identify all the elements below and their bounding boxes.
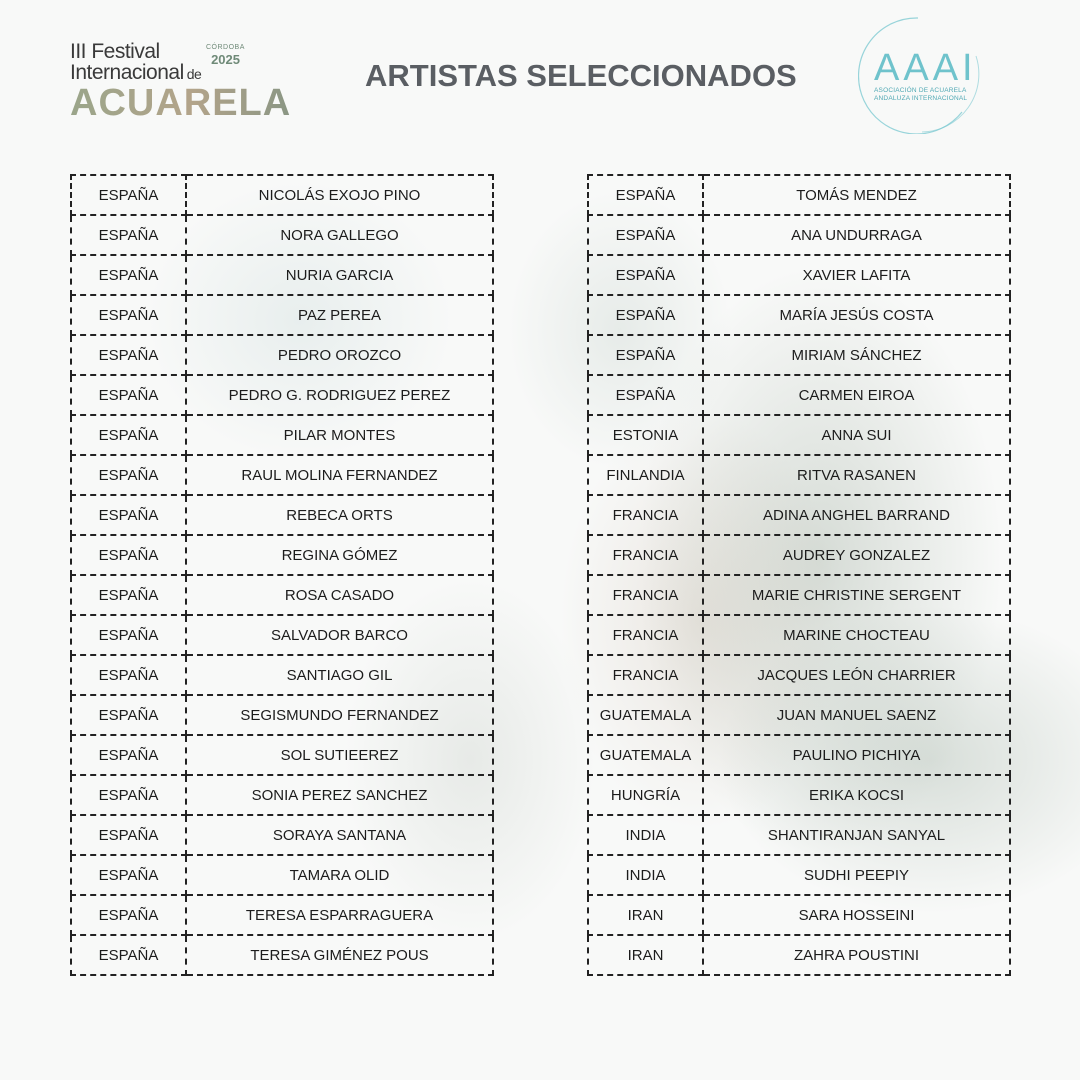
country-cell: FRANCIA xyxy=(588,655,703,695)
table-row xyxy=(588,935,1010,975)
table-row xyxy=(588,615,1010,655)
country-cell: ESPAÑA xyxy=(71,295,186,335)
country-cell: ESPAÑA xyxy=(71,255,186,295)
country-cell: GUATEMALA xyxy=(588,695,703,735)
artist-cell: REBECA ORTS xyxy=(186,495,493,535)
country-cell: ESPAÑA xyxy=(588,335,703,375)
country-cell: ESPAÑA xyxy=(71,375,186,415)
artist-cell: TERESA GIMÉNEZ POUS xyxy=(186,935,493,975)
country-cell: FRANCIA xyxy=(588,615,703,655)
table-row xyxy=(71,815,493,855)
country-cell: GUATEMALA xyxy=(588,735,703,775)
table-row xyxy=(588,455,1010,495)
artist-cell: SANTIAGO GIL xyxy=(186,655,493,695)
table-row xyxy=(71,895,493,935)
artists-table-left xyxy=(70,174,494,976)
association-logo-letters: AAAI xyxy=(874,47,977,89)
artist-cell: JACQUES LEÓN CHARRIER xyxy=(703,655,1010,695)
country-cell: ESPAÑA xyxy=(588,375,703,415)
table-row xyxy=(588,655,1010,695)
country-cell: ESPAÑA xyxy=(71,215,186,255)
artist-cell: ANNA SUI xyxy=(703,415,1010,455)
artist-cell: MARIE CHRISTINE SERGENT xyxy=(703,575,1010,615)
table-row xyxy=(588,415,1010,455)
country-cell: ESPAÑA xyxy=(71,455,186,495)
artist-cell: ROSA CASADO xyxy=(186,575,493,615)
artist-cell: MARINE CHOCTEAU xyxy=(703,615,1010,655)
country-cell: ESPAÑA xyxy=(71,775,186,815)
table-row xyxy=(71,415,493,455)
artist-cell: MIRIAM SÁNCHEZ xyxy=(703,335,1010,375)
table-row xyxy=(588,495,1010,535)
table-row xyxy=(588,535,1010,575)
festival-logo-acuarela: ACUARELA xyxy=(70,82,292,124)
artist-cell: NURIA GARCIA xyxy=(186,255,493,295)
artist-cell: SEGISMUNDO FERNANDEZ xyxy=(186,695,493,735)
artist-cell: SARA HOSSEINI xyxy=(703,895,1010,935)
artist-cell: TERESA ESPARRAGUERA xyxy=(186,895,493,935)
country-cell: ESPAÑA xyxy=(71,335,186,375)
table-row xyxy=(71,455,493,495)
table-row xyxy=(588,695,1010,735)
artist-cell: SALVADOR BARCO xyxy=(186,615,493,655)
table-row xyxy=(71,695,493,735)
country-cell: IRAN xyxy=(588,935,703,975)
association-logo-subtitle-line1: ASOCIACIÓN DE ACUARELA xyxy=(874,87,967,94)
country-cell: FRANCIA xyxy=(588,495,703,535)
artists-table-right xyxy=(587,174,1011,976)
country-cell: ESPAÑA xyxy=(71,175,186,215)
country-cell: IRAN xyxy=(588,895,703,935)
artist-cell: ADINA ANGHEL BARRAND xyxy=(703,495,1010,535)
artist-cell: SHANTIRANJAN SANYAL xyxy=(703,815,1010,855)
table-row xyxy=(71,575,493,615)
table-row xyxy=(71,735,493,775)
festival-logo-year: 2025 xyxy=(211,52,240,67)
country-cell: ESTONIA xyxy=(588,415,703,455)
artist-cell: ZAHRA POUSTINI xyxy=(703,935,1010,975)
country-cell: ESPAÑA xyxy=(71,415,186,455)
artist-cell: MARÍA JESÚS COSTA xyxy=(703,295,1010,335)
festival-logo-internacional: Internacional xyxy=(70,61,184,84)
artist-cell: NICOLÁS EXOJO PINO xyxy=(186,175,493,215)
artist-cell: TOMÁS MENDEZ xyxy=(703,175,1010,215)
artist-cell: SONIA PEREZ SANCHEZ xyxy=(186,775,493,815)
country-cell: ESPAÑA xyxy=(71,735,186,775)
table-row xyxy=(588,295,1010,335)
country-cell: INDIA xyxy=(588,815,703,855)
country-cell: HUNGRÍA xyxy=(588,775,703,815)
table-row xyxy=(71,535,493,575)
country-cell: FRANCIA xyxy=(588,535,703,575)
country-cell: ESPAÑA xyxy=(588,295,703,335)
artist-cell: SUDHI PEEPIY xyxy=(703,855,1010,895)
country-cell: FINLANDIA xyxy=(588,455,703,495)
table-row xyxy=(588,255,1010,295)
country-cell: ESPAÑA xyxy=(71,535,186,575)
country-cell: ESPAÑA xyxy=(588,215,703,255)
artist-cell: XAVIER LAFITA xyxy=(703,255,1010,295)
table-row xyxy=(71,495,493,535)
country-cell: ESPAÑA xyxy=(71,895,186,935)
country-cell: ESPAÑA xyxy=(71,695,186,735)
table-row xyxy=(588,175,1010,215)
artist-cell: PAZ PEREA xyxy=(186,295,493,335)
table-row xyxy=(588,375,1010,415)
artist-cell: NORA GALLEGO xyxy=(186,215,493,255)
artist-cell: ERIKA KOCSI xyxy=(703,775,1010,815)
artist-cell: TAMARA OLID xyxy=(186,855,493,895)
association-logo xyxy=(858,16,982,134)
table-row xyxy=(71,295,493,335)
artist-cell: RAUL MOLINA FERNANDEZ xyxy=(186,455,493,495)
table-row xyxy=(71,775,493,815)
table-row xyxy=(71,255,493,295)
festival-logo xyxy=(70,40,292,124)
artist-cell: AUDREY GONZALEZ xyxy=(703,535,1010,575)
table-row xyxy=(71,335,493,375)
table-row xyxy=(71,215,493,255)
table-row xyxy=(71,615,493,655)
festival-logo-city: CÓRDOBA xyxy=(206,44,245,51)
country-cell: ESPAÑA xyxy=(71,575,186,615)
table-row xyxy=(588,895,1010,935)
table-row xyxy=(588,335,1010,375)
artist-cell: ANA UNDURRAGA xyxy=(703,215,1010,255)
page-title: ARTISTAS SELECCIONADOS xyxy=(365,58,797,93)
artist-cell: PEDRO G. RODRIGUEZ PEREZ xyxy=(186,375,493,415)
festival-logo-line1: III Festival xyxy=(70,40,160,63)
table-row xyxy=(588,815,1010,855)
association-logo-subtitle xyxy=(874,87,984,103)
table-row xyxy=(71,375,493,415)
festival-logo-de: de xyxy=(186,66,202,82)
artist-cell: SOL SUTIEEREZ xyxy=(186,735,493,775)
artist-cell: REGINA GÓMEZ xyxy=(186,535,493,575)
artist-cell: JUAN MANUEL SAENZ xyxy=(703,695,1010,735)
table-row xyxy=(71,935,493,975)
country-cell: ESPAÑA xyxy=(588,255,703,295)
table-row xyxy=(71,855,493,895)
country-cell: ESPAÑA xyxy=(71,495,186,535)
table-row xyxy=(588,775,1010,815)
country-cell: ESPAÑA xyxy=(71,815,186,855)
artist-cell: PEDRO OROZCO xyxy=(186,335,493,375)
table-row xyxy=(71,175,493,215)
table-row xyxy=(71,655,493,695)
artist-cell: CARMEN EIROA xyxy=(703,375,1010,415)
table-row xyxy=(588,575,1010,615)
artist-cell: RITVA RASANEN xyxy=(703,455,1010,495)
artist-cell: SORAYA SANTANA xyxy=(186,815,493,855)
country-cell: ESPAÑA xyxy=(71,615,186,655)
association-logo-subtitle-line2: ANDALUZA INTERNACIONAL xyxy=(874,95,968,102)
country-cell: ESPAÑA xyxy=(71,935,186,975)
table-row xyxy=(588,855,1010,895)
table-row xyxy=(588,735,1010,775)
country-cell: ESPAÑA xyxy=(71,655,186,695)
artist-cell: PILAR MONTES xyxy=(186,415,493,455)
table-row xyxy=(588,215,1010,255)
country-cell: FRANCIA xyxy=(588,575,703,615)
artist-cell: PAULINO PICHIYA xyxy=(703,735,1010,775)
country-cell: INDIA xyxy=(588,855,703,895)
country-cell: ESPAÑA xyxy=(588,175,703,215)
country-cell: ESPAÑA xyxy=(71,855,186,895)
